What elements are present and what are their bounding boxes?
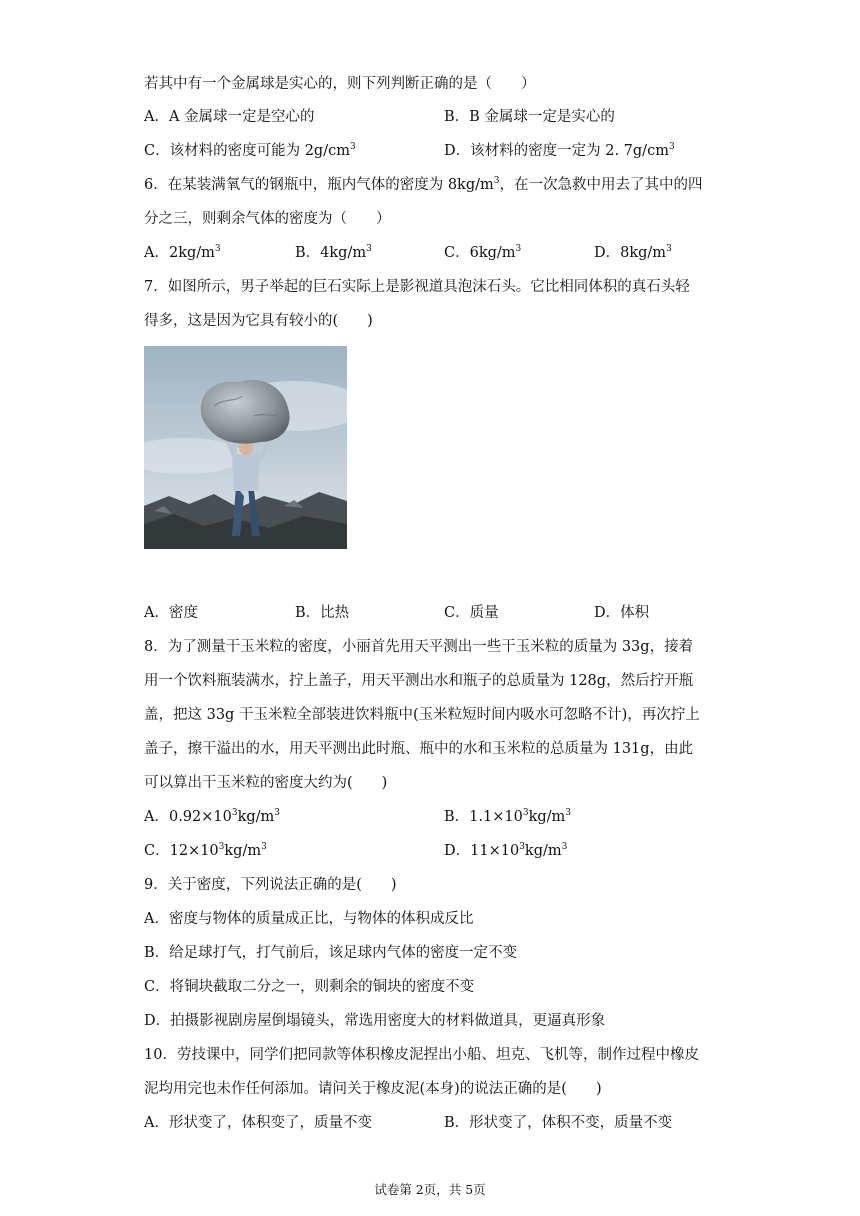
q10-option-b: B．形状变了，体积不变，质量不变 [444,1115,673,1131]
q6-option-b: B．$4kg/m^3$ [295,244,372,261]
q10-option-a: A．形状变了，体积变了，质量不变 [144,1115,372,1131]
q6-option-c: C．$6kg/m^3$ [444,244,522,261]
q5-option-d: D．该材料的密度一定为 2. $7g/cm^3$ [444,142,675,159]
man-lifting-boulder-photo [144,346,347,549]
q5-option-c: C．该材料的密度可能为 $2g/cm^3$ [144,142,356,159]
q9-option-c: C．将铜块截取二分之一，则剩余的铜块的密度不变 [144,979,475,995]
q10-stem-line2: 泥均用完也未作任何添加。请问关于橡皮泥(本身)的说法正确的是( ) [144,1081,602,1097]
q8-stem-line1: 8．为了测量干玉米粒的密度，小丽首先用天平测出一些干玉米粒的质量为 33g，接着 [144,639,694,655]
page-footer: 试卷第 2页，共 5页 [374,1182,486,1197]
q5-stem-tail: 若其中有一个金属球是实心的，则下列判断正确的是（ ） [144,76,536,92]
q9-option-d: D．拍摄影视剧房屋倒塌镜头，常选用密度大的材料做道具，更逼真形象 [144,1013,606,1029]
q6-option-d: D．$8kg/m^3$ [594,244,672,261]
q7-option-b: B．比热 [295,605,350,621]
q7-stem-line1: 7．如图所示，男子举起的巨石实际上是影视道具泡沫石头。它比相同体积的真石头轻 [144,279,690,295]
q8-stem-line5: 可以算出干玉米粒的密度大约为( ) [144,775,388,791]
q9-option-b: B．给足球打气，打气前后，该足球内气体的密度一定不变 [144,945,518,961]
q6-stem-line2: 分之三，则剩余气体的密度为（ ） [144,211,391,227]
q8-option-a: A．$0.92\times 10^3kg/m^3$ [144,808,281,825]
q8-option-b: B．$1.1\times 10^3kg/m^3$ [444,808,571,825]
q8-stem-line2: 用一个饮料瓶装满水，拧上盖子，用天平测出水和瓶子的总质量为 128g，然后拧开瓶 [144,673,694,689]
q8-stem-line3: 盖，把这 33g 干玉米粒全部装进饮料瓶中(玉米粒短时间内吸水可忽略不计)，再次拧上 [144,707,700,723]
q5-option-a: A．A 金属球一定是空心的 [144,109,315,125]
q9-option-a: A．密度与物体的质量成正比，与物体的体积成反比 [144,911,474,927]
q5-option-b: B．B 金属球一定是实心的 [444,109,615,125]
q8-option-d: D．$11\times 10^3kg/m^3$ [444,842,568,859]
q10-stem-line1: 10．劳技课中，同学们把同款等体积橡皮泥捏出小船、坦克、飞机等，制作过程中橡皮 [144,1047,699,1063]
q6-option-a: A．$2kg/m^3$ [144,244,221,261]
q8-option-c: C．$12\times 10^3kg/m^3$ [144,842,267,859]
q9-stem: 9．关于密度，下列说法正确的是( ) [144,877,397,893]
q7-option-d: D．体积 [594,605,650,621]
q7-option-c: C．质量 [444,605,499,621]
q7-option-a: A．密度 [144,605,198,621]
q6-stem-line1: 6．在某装满氧气的钢瓶中，瓶内气体的密度为 $8kg/m^3$，在一次急救中用去了其中的四 [144,176,703,193]
q7-stem-line2: 得多，这是因为它具有较小的( ) [144,313,373,329]
q8-stem-line4: 盖子，擦干溢出的水，用天平测出此时瓶、瓶中的水和玉米粒的总质量为 131g，由此 [144,741,694,757]
